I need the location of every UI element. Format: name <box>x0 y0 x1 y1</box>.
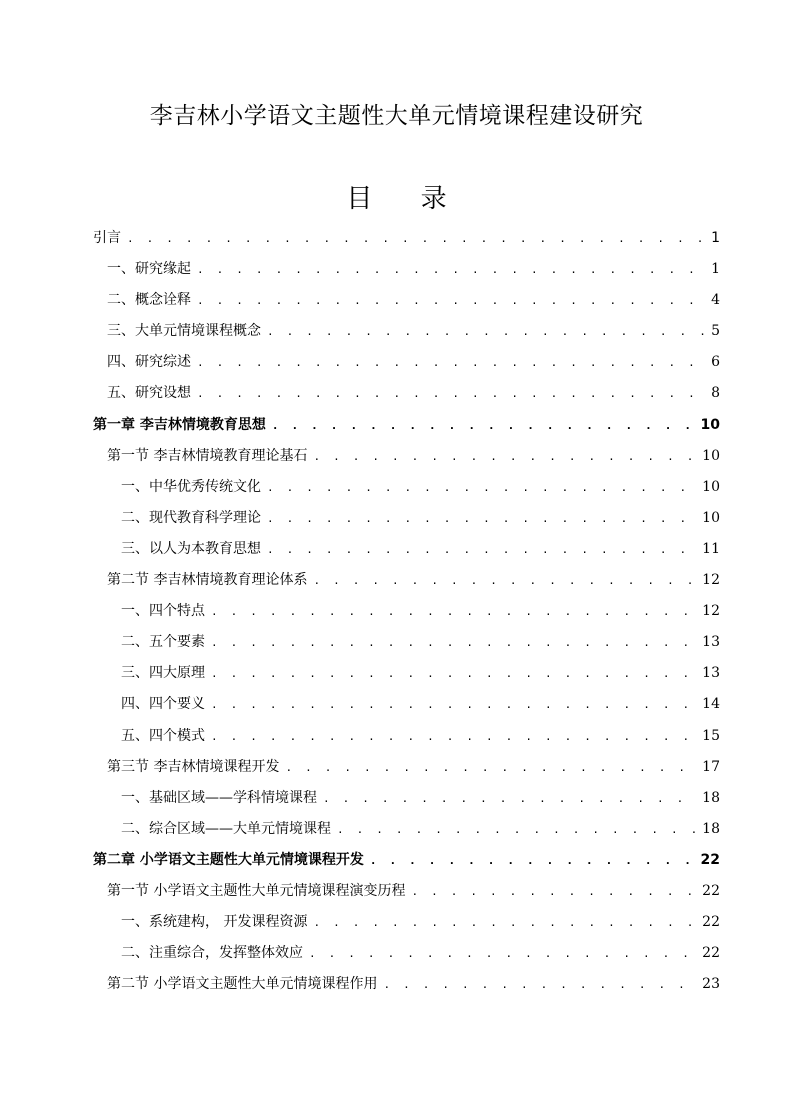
toc-entry-page-number: 23 <box>702 976 720 993</box>
toc-entry[interactable] <box>93 378 720 409</box>
toc-entry-page-number: 8 <box>711 385 720 402</box>
dot-leader <box>197 254 704 285</box>
dot-leader <box>267 316 704 347</box>
toc-entry-page-number: 22 <box>702 945 720 962</box>
toc-entry[interactable] <box>93 969 720 1000</box>
toc-entry-page-number: 10 <box>700 416 720 433</box>
toc-entry-label: 第一节 小学语文主题性大单元情境课程演变历程 <box>107 882 406 899</box>
dot-leader <box>197 347 704 378</box>
toc-entry-page-number: 15 <box>702 727 720 744</box>
toc-entry-page-number: 1 <box>711 261 720 278</box>
toc-entry[interactable] <box>93 503 720 534</box>
toc-entry-page-number: 11 <box>702 540 720 557</box>
toc-entry[interactable] <box>93 938 720 969</box>
toc-entry-label: 第二节 李吉林情境教育理论体系 <box>107 572 308 589</box>
toc-entry[interactable] <box>93 316 720 347</box>
dot-leader <box>267 503 696 534</box>
toc-entry-label: 第二章 小学语文主题性大单元情境课程开发 <box>93 851 364 868</box>
toc-entry-page-number: 18 <box>702 820 720 837</box>
toc-entry[interactable] <box>93 534 720 565</box>
toc-entry[interactable] <box>93 783 720 814</box>
toc-entry-page-number: 14 <box>702 696 720 713</box>
toc-entry-label: 五、研究设想 <box>107 385 191 402</box>
dot-leader <box>370 845 695 876</box>
toc-entry[interactable] <box>93 285 720 316</box>
dot-leader <box>313 907 696 938</box>
dot-leader <box>285 752 696 783</box>
toc-entry-label: 第一章 李吉林情境教育思想 <box>93 416 266 433</box>
dot-leader <box>211 689 696 720</box>
toc-entry-page-number: 10 <box>702 447 720 464</box>
toc-entry-label: 五、四个模式 <box>121 727 205 744</box>
toc-entry[interactable] <box>93 721 720 752</box>
dot-leader <box>313 441 696 472</box>
toc-entry-label: 四、四个要义 <box>121 696 205 713</box>
toc-entry-label: 一、基础区域——学科情境课程 <box>121 789 317 806</box>
dot-leader <box>211 596 696 627</box>
toc-entry-label: 第三节 李吉林情境课程开发 <box>107 758 280 775</box>
toc-entry-page-number: 17 <box>702 758 720 775</box>
toc-entry-page-number: 22 <box>700 851 720 868</box>
toc-entry-page-number: 22 <box>702 882 720 899</box>
toc-entry-page-number: 13 <box>702 634 720 651</box>
toc-entry[interactable] <box>93 441 720 472</box>
toc-entry-label: 四、研究综述 <box>107 354 191 371</box>
toc-entry-label: 一、系统建构， 开发课程资源 <box>121 914 308 931</box>
dot-leader <box>267 472 696 503</box>
toc-entry[interactable] <box>93 658 720 689</box>
toc-entry-page-number: 10 <box>702 509 720 526</box>
dot-leader <box>197 378 704 409</box>
toc-entry-page-number: 22 <box>702 914 720 931</box>
toc-entry[interactable] <box>93 223 720 254</box>
toc-entry-label: 三、四大原理 <box>121 665 205 682</box>
toc-entry[interactable] <box>93 565 720 596</box>
dot-leader <box>411 876 696 907</box>
dot-leader <box>323 783 696 814</box>
toc-entry-page-number: 12 <box>702 603 720 620</box>
toc-entry[interactable] <box>93 752 720 783</box>
toc-entry[interactable] <box>93 472 720 503</box>
dot-leader <box>309 938 696 969</box>
toc-entry-label: 一、中华优秀传统文化 <box>121 478 261 495</box>
toc-entry[interactable] <box>93 347 720 378</box>
toc-entry-label: 三、大单元情境课程概念 <box>107 323 261 340</box>
toc-entry-page-number: 18 <box>702 789 720 806</box>
toc-entry-page-number: 12 <box>702 572 720 589</box>
dot-leader <box>267 534 696 565</box>
toc-entry-label: 二、现代教育科学理论 <box>121 509 261 526</box>
toc-entry-label: 第二节 小学语文主题性大单元情境课程作用 <box>107 976 378 993</box>
toc-entry-label: 二、注重综合，发挥整体效应 <box>121 945 303 962</box>
toc-entry-page-number: 1 <box>711 230 720 246</box>
toc-entry-label: 二、五个要素 <box>121 634 205 651</box>
document-title: 李吉林小学语文主题性大单元情境课程建设研究 <box>149 103 644 129</box>
dot-leader <box>313 565 696 596</box>
toc-entry[interactable] <box>93 689 720 720</box>
dot-leader <box>383 969 696 1000</box>
toc-entry[interactable] <box>93 845 720 876</box>
dot-leader <box>211 721 696 752</box>
toc-entry-label: 引言 <box>93 230 121 246</box>
toc-entry[interactable] <box>93 814 720 845</box>
toc-entry[interactable] <box>93 596 720 627</box>
toc-entry-label: 第一节 李吉林情境教育理论基石 <box>107 447 308 464</box>
dot-leader <box>211 658 696 689</box>
toc-entry-page-number: 5 <box>711 323 720 340</box>
toc-entry[interactable] <box>93 876 720 907</box>
dot-leader <box>211 627 696 658</box>
toc-entry-page-number: 6 <box>711 354 720 371</box>
toc-entry-label: 一、研究缘起 <box>107 261 191 278</box>
toc-entry[interactable] <box>93 907 720 938</box>
toc-entry[interactable] <box>93 627 720 658</box>
toc-entry-page-number: 4 <box>711 292 720 309</box>
toc-entry[interactable] <box>93 254 720 285</box>
toc-entry-label: 二、综合区域——大单元情境课程 <box>121 820 331 837</box>
dot-leader <box>337 814 696 845</box>
toc-entry-label: 二、概念诠释 <box>107 292 191 309</box>
toc-entry-label: 三、以人为本教育思想 <box>121 540 261 557</box>
toc-entry[interactable] <box>93 410 720 441</box>
toc-entry-page-number: 10 <box>702 478 720 495</box>
table-of-contents <box>93 223 720 1000</box>
toc-entry-label: 一、四个特点 <box>121 603 205 620</box>
dot-leader <box>197 285 704 316</box>
toc-entry-page-number: 13 <box>702 665 720 682</box>
toc-heading: 目 录 <box>346 184 447 214</box>
dot-leader <box>272 410 695 441</box>
dot-leader <box>127 223 704 254</box>
